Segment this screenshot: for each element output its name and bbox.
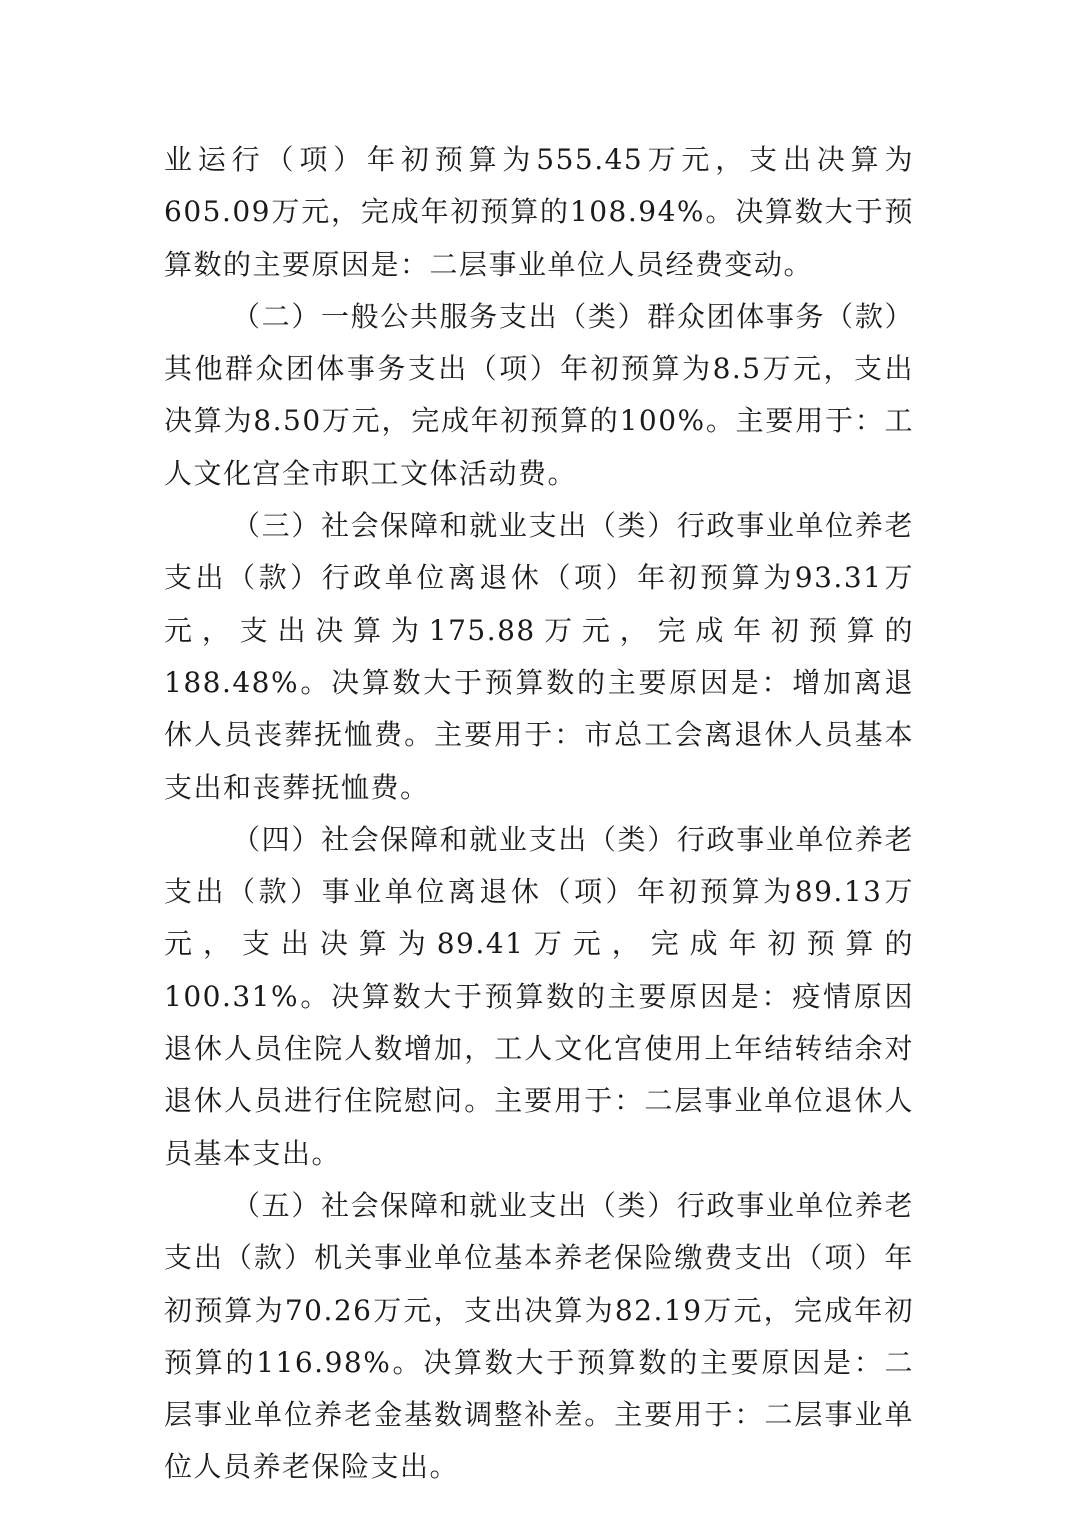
body-text [164, 134, 914, 1494]
paragraph-continuation: 业运行（项）年初预算为555.45万元，支出决算为605.09万元，完成年初预算的108.94%。决算数大于预算数的主要原因是：二层事业单位人员经费变动。 [164, 143, 914, 281]
paragraph-item-4: （四）社会保障和就业支出（类）行政事业单位养老支出（款）事业单位离退休（项）年初预算为89.13万元，支出决算为89.41万元，完成年初预算的100.31%。决算数大于预算数的主要原因是：疫情原因退休人员住院人数增加，工人文化宫使用上年结转结余对退休人员进行住院慰问。主要用于：二层事业单位退休人员基本支出。 [164, 822, 914, 1170]
paragraph-item-3: （三）社会保障和就业支出（类）行政事业单位养老支出（款）行政单位离退休（项）年初预算为93.31万元，支出决算为175.88万元，完成年初预算的188.48%。决算数大于预算数的主要原因是：增加离退休人员丧葬抚恤费。主要用于：市总工会离退休人员基本支出和丧葬抚恤费。 [164, 509, 914, 804]
paragraph-item-5: （五）社会保障和就业支出（类）行政事业单位养老支出（款）机关事业单位基本养老保险缴费支出（项）年初预算为70.26万元，支出决算为82.19万元，完成年初预算的116.98%。决算数大于预算数的主要原因是：二层事业单位养老金基数调整补差。主要用于：二层事业单位人员养老保险支出。 [164, 1188, 914, 1484]
paragraph-item-2: （二）一般公共服务支出（类）群众团体事务（款）其他群众团体事务支出（项）年初预算为8.5万元，支出决算为8.50万元，完成年初预算的100%。主要用于：工人文化宫全市职工文体活动费。 [164, 299, 914, 490]
